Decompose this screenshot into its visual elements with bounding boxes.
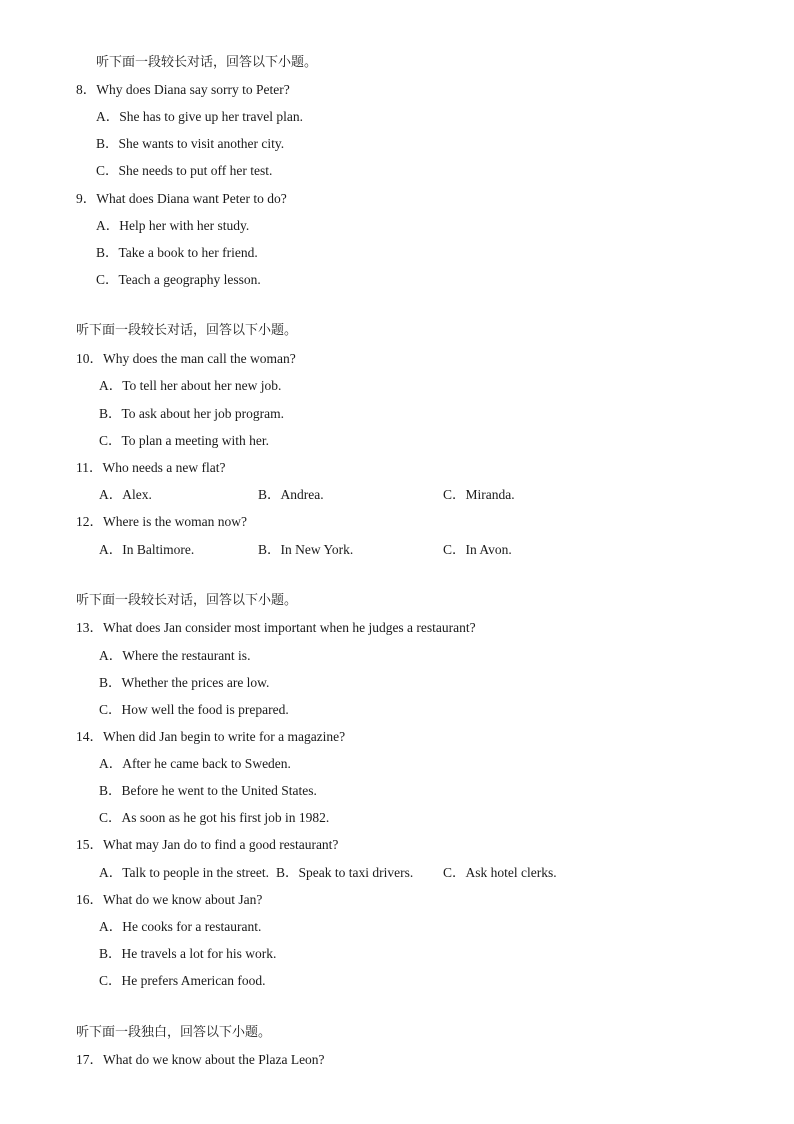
- question-stem: 8．Why does Diana say sorry to Peter?: [76, 82, 290, 97]
- question-stem: 16．What do we know about Jan?: [76, 892, 263, 907]
- option-b: B．Take a book to her friend.: [96, 245, 258, 260]
- question-stem: 17．What do we know about the Plaza Leon?: [76, 1052, 325, 1067]
- option-a: A．To tell her about her new job.: [99, 378, 282, 393]
- option-a: A．Talk to people in the street.: [99, 865, 270, 880]
- section-instruction: 听下面一段较长对话，回答以下小题。: [96, 55, 318, 70]
- option-c: C．Ask hotel clerks.: [443, 865, 557, 880]
- question-stem: 12．Where is the woman now?: [76, 514, 247, 529]
- question-stem: 15．What may Jan do to find a good restaurant?: [76, 837, 339, 852]
- question-stem: 10．Why does the man call the woman?: [76, 351, 296, 366]
- question-stem: 14．When did Jan begin to write for a magazine?: [76, 729, 346, 744]
- option-a: A．After he came back to Sweden.: [99, 756, 291, 771]
- option-c: C．As soon as he got his first job in 1982.: [99, 810, 330, 825]
- option-a: A．Help her with her study.: [96, 218, 250, 233]
- option-a: A．Where the restaurant is.: [99, 648, 251, 663]
- option-a: A．In Baltimore.: [99, 542, 195, 557]
- option-a: A．Alex.: [99, 487, 152, 502]
- option-c: C．To plan a meeting with her.: [99, 433, 270, 448]
- option-b: B．In New York.: [258, 542, 354, 557]
- option-b: B．Whether the prices are low.: [99, 675, 270, 690]
- section-instruction: 听下面一段较长对话，回答以下小题。: [76, 323, 298, 338]
- option-c: C．Miranda.: [443, 487, 515, 502]
- section-instruction: 听下面一段较长对话，回答以下小题。: [76, 593, 298, 608]
- option-a: A．He cooks for a restaurant.: [99, 919, 262, 934]
- option-c: C．She needs to put off her test.: [96, 163, 273, 178]
- section-instruction: 听下面一段独白，回答以下小题。: [76, 1025, 272, 1040]
- option-b: B．She wants to visit another city.: [96, 136, 285, 151]
- question-stem: 9．What does Diana want Peter to do?: [76, 191, 287, 206]
- option-c: C．How well the food is prepared.: [99, 702, 289, 717]
- question-stem: 11．Who needs a new flat?: [76, 460, 226, 475]
- option-b: B．Andrea.: [258, 487, 324, 502]
- question-stem: 13．What does Jan consider most important when he judges a restaurant?: [76, 620, 476, 635]
- option-b: B．Before he went to the United States.: [99, 783, 317, 798]
- option-a: A．She has to give up her travel plan.: [96, 109, 303, 124]
- option-b: B．Speak to taxi drivers.: [276, 865, 414, 880]
- option-b: B．To ask about her job program.: [99, 406, 285, 421]
- option-c: C．Teach a geography lesson.: [96, 272, 261, 287]
- option-c: C．In Avon.: [443, 542, 512, 557]
- option-c: C．He prefers American food.: [99, 973, 266, 988]
- option-b: B．He travels a lot for his work.: [99, 946, 277, 961]
